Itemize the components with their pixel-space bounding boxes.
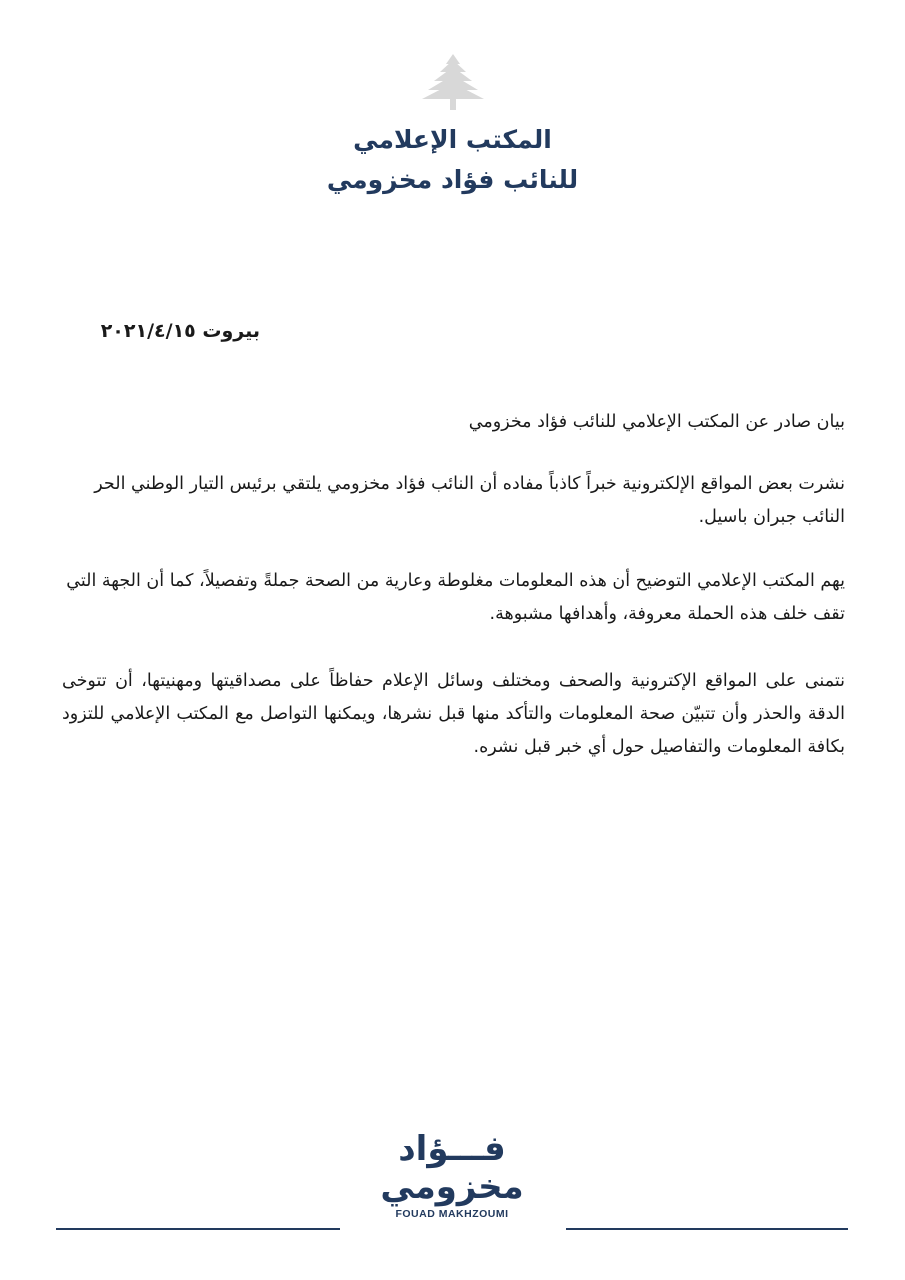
date-line: بيروت ٢٠٢١/٤/١٥ — [100, 320, 260, 342]
logo-arabic-last-name: مخزومي — [380, 1167, 524, 1207]
footer-divider-right — [566, 1228, 848, 1230]
paragraph-3: نتمنى على المواقع الإكترونية والصحف ومختلف وسائل الإعلام حفاظاً على مصداقيتها ومهنيتها، أن تتوخى الدقة والحذر وأن تتبيّن صحة المعلومات والتأكد منها قبل نشرها، ويمكنها التواصل مع المكتب الإعلامي للتزود بكافة المعلومات والتفاصيل حول أي خبر قبل نشره. — [62, 671, 845, 757]
office-subtitle: للنائب فؤاد مخزومي — [326, 165, 579, 194]
cedar-icon — [418, 52, 488, 112]
office-title: المكتب الإعلامي — [353, 125, 552, 154]
paragraph-1: نشرت بعض المواقع الإلكترونية خبراً كاذباً مفاده أن النائب فؤاد مخزومي يلتقي برئيس التيار الوطني الحر النائب جبران باسيل. — [94, 474, 845, 527]
footer-divider-left — [56, 1228, 340, 1230]
footer-logo — [372, 1130, 532, 1230]
statement-heading: بيان صادر عن المكتب الإعلامي للنائب فؤاد مخزومي — [468, 412, 845, 432]
paragraph-2: يهم المكتب الإعلامي التوضيح أن هذه المعلومات مغلوطة وعارية من الصحة جملةً وتفصيلاً، كما أن الجهة التي تقف خلف هذه الحملة معروفة، وأهدافها مشبوهة. — [66, 571, 845, 624]
logo-arabic-first-name: فـــؤاد — [398, 1129, 506, 1169]
logo-latin-name: FOUAD MAKHZOUMI — [395, 1208, 509, 1220]
